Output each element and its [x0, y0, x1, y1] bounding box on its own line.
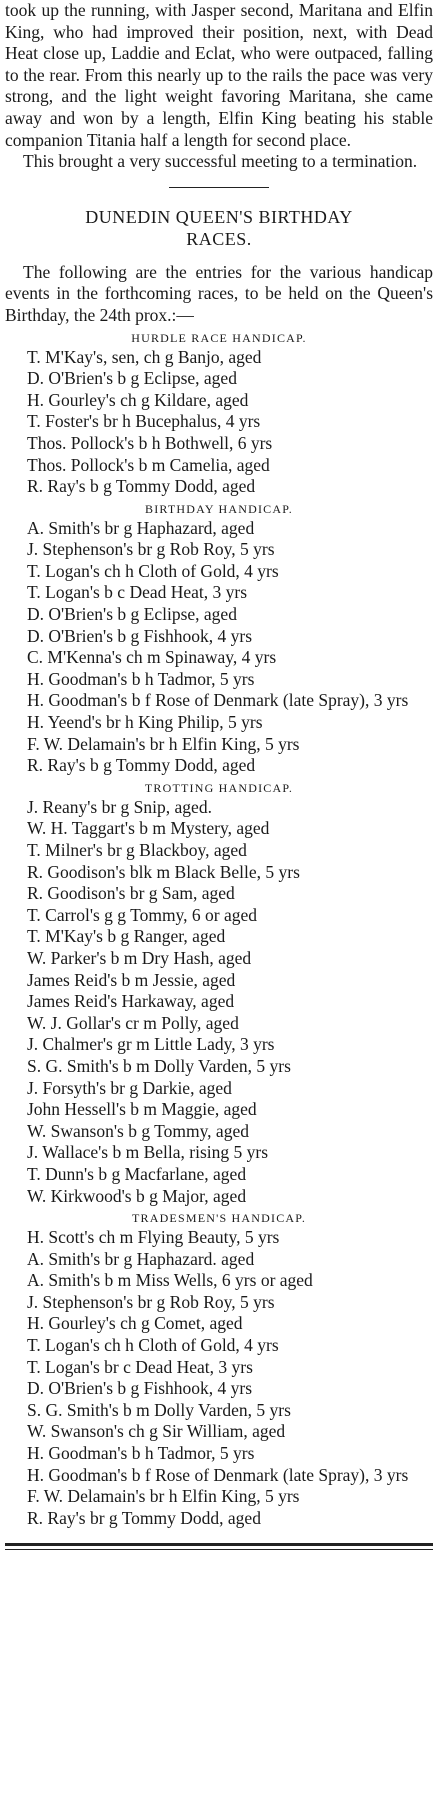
entry-line: T. Logan's ch h Cloth of Gold, 4 yrs — [27, 1335, 279, 1356]
entry-line: T. Logan's b c Dead Heat, 3 yrs — [27, 582, 248, 603]
entry-line: T. Carrol's g g Tommy, 6 or aged — [27, 904, 258, 925]
entry-line: D. O'Brien's b g Eclipse, aged — [27, 604, 237, 625]
entry-line: J. Wallace's b m Bella, rising 5 yrs — [27, 1142, 269, 1163]
entry-line: C. M'Kenna's ch m Spinaway, 4 yrs — [27, 647, 277, 668]
entry-line: S. G. Smith's b m Dolly Varden, 5 yrs — [27, 1055, 291, 1076]
section-title: HURDLE RACE HANDICAP. — [131, 330, 307, 345]
entry-line: R. Ray's b g Tommy Dodd, aged — [27, 755, 256, 776]
entry-line: R. Goodison's br g Sam, aged — [27, 883, 235, 904]
entry-line: H. Goodman's b f Rose of Denmark (late Spray), 3 yrs — [27, 690, 409, 711]
previous-article-text: took up the running, with Jasper second, Maritana and Elfin King, who had improved their position, next, with Dead Heat close up, Laddie and Eclat, who were outpaced, falling to the rear. From this nearly up to the rails the pace was very strong, and the light weight favoring Maritana, she came away and won by a length, Elfin King beating his stable companion Titania half a length for second place. — [5, 0, 433, 150]
entry-line: H. Scott's ch m Flying Beauty, 5 yrs — [27, 1227, 280, 1248]
previous-article-closing: This brought a very successful meeting to a termination. — [23, 151, 418, 172]
entry-line: J. Chalmer's gr m Little Lady, 3 yrs — [27, 1034, 275, 1055]
entry-line: A. Smith's b m Miss Wells, 6 yrs or aged — [27, 1270, 313, 1291]
entry-line: W. Kirkwood's b g Major, aged — [27, 1185, 247, 1206]
section-title: BIRTHDAY HANDICAP. — [144, 501, 293, 516]
article-intro: The following are the entries for the various handicap events in the forthcoming races, to be held on the Queen's Birthday, the 24th prox.:— — [5, 261, 433, 325]
entry-line: H. Gourley's ch g Kildare, aged — [27, 389, 249, 410]
entry-line: A. Smith's br g Haphazard. aged — [27, 1248, 255, 1269]
entry-line: T. Logan's br c Dead Heat, 3 yrs — [27, 1356, 253, 1377]
entry-line: F. W. Delamain's br h Elfin King, 5 yrs — [27, 733, 300, 754]
entry-line: J. Stephenson's br g Rob Roy, 5 yrs — [27, 539, 275, 560]
entry-line: T. Milner's br g Blackboy, aged — [27, 840, 247, 860]
article-divider — [169, 187, 269, 188]
entry-line: T. Dunn's b g Macfarlane, aged — [27, 1163, 247, 1184]
entry-line: D. O'Brien's b g Fishhook, 4 yrs — [27, 625, 253, 646]
section-title: TROTTING HANDICAP. — [144, 780, 294, 795]
article-title-line1: DUNEDIN QUEEN'S BIRTHDAY — [85, 206, 353, 227]
entry-line: T. Logan's ch h Cloth of Gold, 4 yrs — [27, 560, 279, 581]
entry-line: D. O'Brien's b g Fishhook, 4 yrs — [27, 1378, 253, 1399]
entry-line: W. J. Gollar's cr m Polly, aged — [27, 1012, 239, 1033]
entry-line: J. Forsyth's br g Darkie, aged — [27, 1077, 232, 1098]
column-end-rule — [5, 1543, 433, 1550]
entry-line: James Reid's b m Jessie, aged — [27, 969, 236, 990]
entry-line: Thos. Pollock's b h Bothwell, 6 yrs — [27, 432, 273, 453]
entry-line: Thos. Pollock's b m Camelia, aged — [27, 454, 270, 475]
entry-line: T. Foster's br h Bucephalus, 4 yrs — [27, 411, 261, 432]
handicap-section — [5, 1209, 433, 1529]
entry-line: H. Yeend's br h King Philip, 5 yrs — [27, 712, 263, 733]
handicap-section — [5, 500, 433, 777]
entry-line: R. Ray's b g Tommy Dodd, aged — [27, 476, 256, 497]
entry-line: H. Goodman's b h Tadmor, 5 yrs — [27, 1443, 255, 1464]
entry-line: W. Swanson's ch g Sir William, aged — [27, 1421, 286, 1442]
entry-line: W. H. Taggart's b m Mystery, aged — [27, 818, 270, 839]
entry-line: John Hessell's b m Maggie, aged — [27, 1099, 257, 1120]
entry-line: D. O'Brien's b g Eclipse, aged — [27, 368, 237, 389]
entry-line: T. M'Kay's, sen, ch g Banjo, aged — [27, 346, 262, 367]
entry-line: A. Smith's br g Haphazard, aged — [27, 517, 255, 538]
entry-line: F. W. Delamain's br h Elfin King, 5 yrs — [27, 1486, 300, 1507]
entry-line: T. M'Kay's b g Ranger, aged — [27, 926, 226, 947]
handicap-section — [5, 329, 433, 498]
entry-line: James Reid's Harkaway, aged — [27, 991, 235, 1012]
entry-line: J. Reany's br g Snip, aged. — [27, 796, 212, 817]
entry-line: R. Ray's br g Tommy Dodd, aged — [27, 1507, 261, 1528]
entry-line: J. Stephenson's br g Rob Roy, 5 yrs — [27, 1291, 275, 1312]
section-title: TRADESMEN'S HANDICAP. — [131, 1211, 307, 1226]
entry-line: R. Goodison's blk m Black Belle, 5 yrs — [27, 861, 300, 882]
entry-line: W. Parker's b m Dry Hash, aged — [27, 947, 252, 968]
handicap-section — [5, 779, 433, 1207]
entries-sections — [5, 329, 433, 1530]
entry-line: H. Gourley's ch g Comet, aged — [27, 1313, 243, 1334]
article-title-line2: RACES. — [186, 228, 252, 249]
entry-line: H. Goodman's b f Rose of Denmark (late Spray), 3 yrs — [27, 1464, 409, 1485]
entry-line: S. G. Smith's b m Dolly Varden, 5 yrs — [27, 1399, 291, 1420]
entry-line: W. Swanson's b g Tommy, aged — [27, 1120, 249, 1141]
entry-line: H. Goodman's b h Tadmor, 5 yrs — [27, 668, 255, 689]
